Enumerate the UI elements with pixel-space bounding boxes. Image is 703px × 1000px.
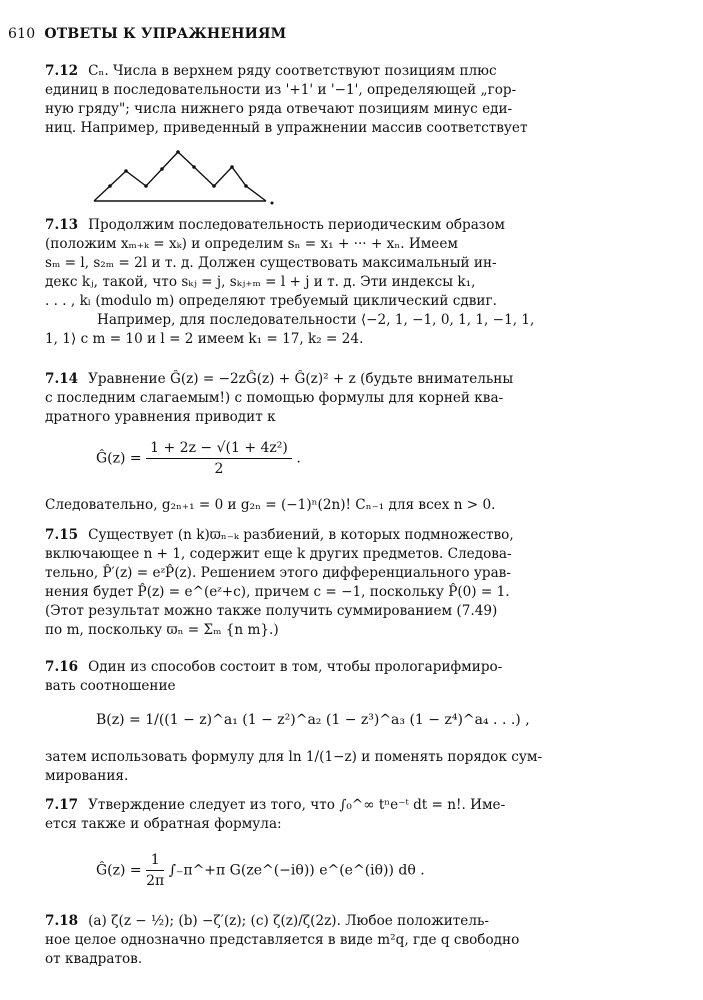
- exercise-number: 7.15: [45, 527, 79, 543]
- text-line: sₘ = l, s₂ₘ = 2l и т. д. Должен существовать максимальный ин-: [45, 255, 497, 271]
- text-line: вать соотношение: [45, 678, 176, 694]
- text-line: дратного уравнения приводит к: [45, 409, 276, 425]
- text-line: ниц. Например, приведенный в упражнении массив соответствует: [45, 120, 528, 136]
- text-line: (a) ζ(z − ½); (b) −ζ′(z); (c) ζ(z)/ζ(2z). Любое положитель-: [88, 913, 489, 929]
- formula-7-16: B(z) = 1/((1 − z)^a₁ (1 − z²)^a₂ (1 − z³)^a₃ (1 − z⁴)^a₄ . . .) ,: [96, 712, 530, 728]
- fraction-numerator: 1 + 2z − √(1 + 4z²): [146, 440, 292, 459]
- exercise-7-18: [45, 912, 545, 969]
- text-line: Например, для последовательности ⟨−2, 1, −1, 0, 1, 1, −1, 1,: [97, 312, 535, 328]
- text-line: ную гряду"; числа нижнего ряда отвечают позициям минус еди-: [45, 101, 513, 117]
- exercise-number: 7.12: [45, 63, 79, 79]
- exercise-7-16-after: [45, 748, 545, 786]
- text-line: от квадратов.: [45, 951, 143, 967]
- formula-7-14: [96, 440, 301, 477]
- text-line: (Этот результат можно также получить суммированием (7.49): [45, 603, 498, 619]
- exercise-7-17: [45, 796, 545, 834]
- text-line: по m, поскольку ϖₙ = Σₘ {n m}.): [45, 622, 279, 638]
- text-line: 1, 1⟩ с m = 10 и l = 2 имеем k₁ = 17, k₂ = 24.: [45, 331, 364, 347]
- exercise-number: 7.14: [45, 371, 79, 387]
- exercise-number: 7.13: [45, 217, 79, 233]
- exercise-7-14-after: [45, 496, 545, 515]
- text-line: Продолжим последовательность периодическим образом: [88, 217, 505, 233]
- text-line: мирования.: [45, 768, 129, 784]
- text-line: Cₙ. Числа в верхнем ряду соответствуют позициям плюс: [88, 63, 497, 79]
- text-line: с последним слагаемым!) с помощью формулы для корней ква-: [45, 390, 504, 406]
- exercise-number: 7.16: [45, 659, 79, 675]
- text-line: (положим xₘ₊ₖ = xₖ) и определим sₙ = x₁ + ··· + xₙ. Имеем: [45, 236, 458, 252]
- text-line: . . . , kₗ (modulo m) определяют требуемый циклический сдвиг.: [45, 293, 497, 309]
- text-line: Один из способов состоит в том, чтобы прологарифмиро-: [88, 659, 503, 675]
- formula-end: .: [296, 450, 301, 467]
- text-line: ется также и обратная формула:: [45, 816, 282, 832]
- exercise-number: 7.18: [45, 913, 79, 929]
- text-line: ное целое однозначно представляется в виде m²q, где q свободно: [45, 932, 520, 948]
- exercise-7-12: [45, 62, 545, 138]
- text-line: декс kⱼ, такой, что sₖⱼ = j, sₖⱼ₊ₘ = l + j и т. д. Эти индексы k₁,: [45, 274, 476, 290]
- exercise-7-16: [45, 658, 545, 696]
- exercise-7-13: [45, 216, 545, 349]
- text-line: Утверждение следует из того, что ∫₀^∞ tⁿe⁻ᵗ dt = n!. Име-: [88, 797, 506, 813]
- text-line: единиц в последовательности из '+1' и '−1', определяющей „гор-: [45, 82, 517, 98]
- running-header: [8, 26, 286, 42]
- formula-fraction: [146, 852, 164, 889]
- formula-lhs: Ĝ(z) =: [96, 450, 142, 467]
- text-line: включающее n + 1, содержит еще k других предметов. Следова-: [45, 546, 512, 562]
- fraction-numerator: 1: [146, 852, 164, 871]
- exercise-number: 7.17: [45, 797, 79, 813]
- text-line: Следовательно, g₂ₙ₊₁ = 0 и g₂ₙ = (−1)ⁿ(2n)! Cₙ₋₁ для всех n > 0.: [45, 497, 496, 513]
- text-line: Существует (n k)ϖₙ₋ₖ разбиений, в которых подмножество,: [88, 527, 514, 543]
- formula-lhs: Ĝ(z) =: [96, 862, 142, 879]
- exercise-7-15: [45, 526, 545, 640]
- formula-integral: ∫₋π^+π G(ze^(−iθ)) e^(e^(iθ)) dθ .: [168, 862, 425, 879]
- formula-fraction: [146, 440, 292, 477]
- formula-7-17: [96, 852, 425, 889]
- text-line: тельно, P̂′(z) = eᶻP̂(z). Решением этого дифференциального урав-: [45, 565, 511, 581]
- text-line: нения будет P̂(z) = e^(eᶻ+c), причем c = −1, поскольку P̂(0) = 1.: [45, 584, 510, 600]
- fraction-denominator: 2π: [146, 873, 165, 889]
- fraction-denominator: 2: [214, 461, 224, 477]
- text-line: затем использовать формулу для ln 1/(1−z) и поменять порядок сум-: [45, 749, 543, 765]
- chapter-title: ОТВЕТЫ К УПРАЖНЕНИЯМ: [44, 26, 287, 42]
- text-line: Уравнение Ĝ(z) = −2zĜ(z) + Ĝ(z)² + z (будьте внимательны: [88, 371, 514, 387]
- exercise-7-14: [45, 370, 545, 427]
- page-number: 610: [8, 26, 36, 42]
